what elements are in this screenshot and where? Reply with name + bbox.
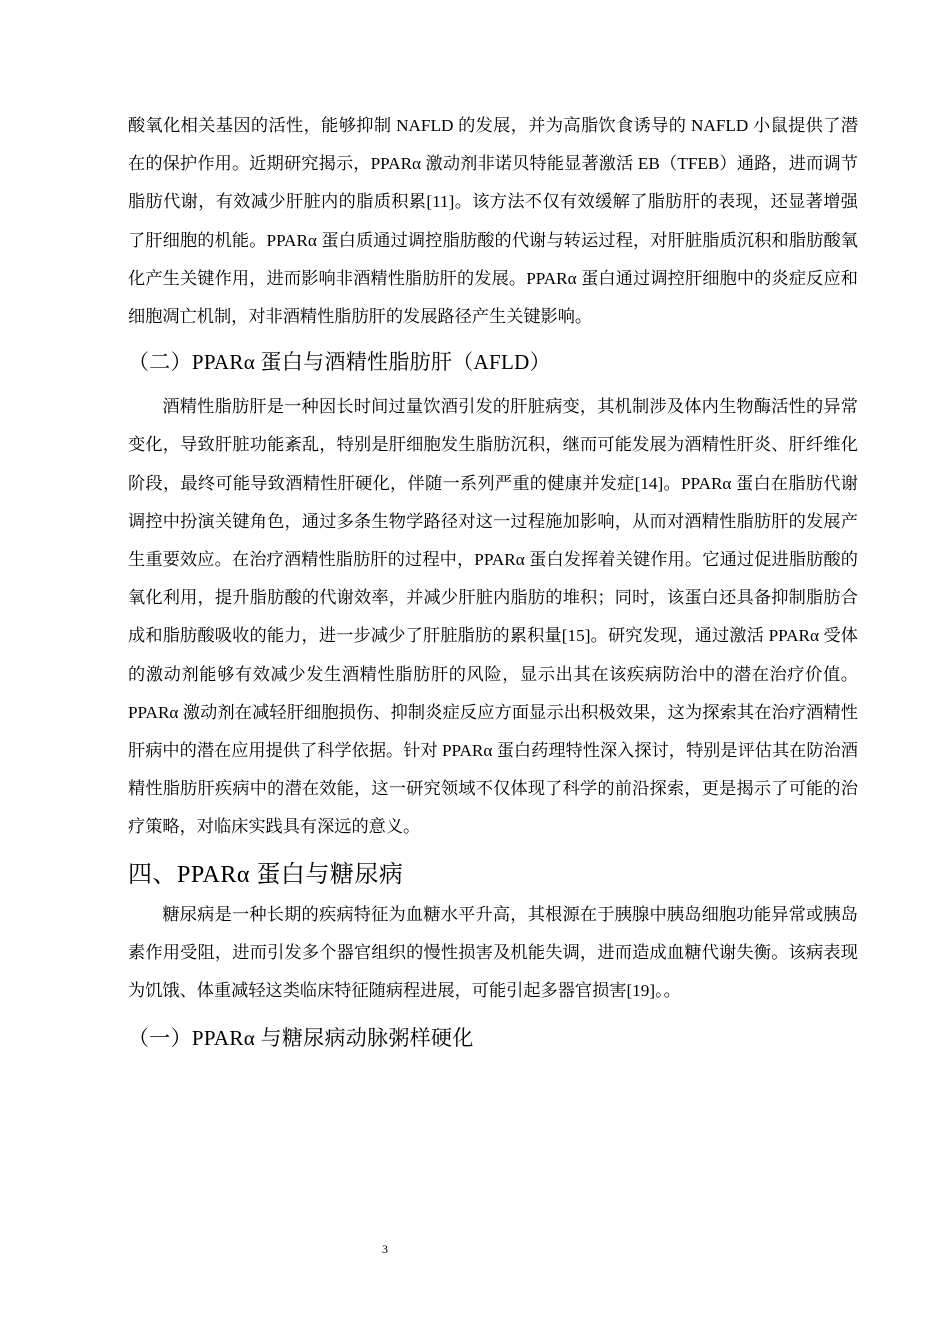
page-body <box>128 107 858 1053</box>
section-heading-atherosclerosis: （一）PPARα 与糖尿病动脉粥样硬化 <box>128 1026 474 1051</box>
section-heading-afld: （二）PPARα 蛋白与酒精性脂肪肝（AFLD） <box>128 350 551 375</box>
paragraph-afld: 酒精性脂肪肝是一种因长时间过量饮酒引发的肝脏病变，其机制涉及体内生物酶活性的异常变化，导致肝脏功能紊乱，特别是肝细胞发生脂肪沉积，继而可能发展为酒精性肝炎、肝纤维化阶段，最终可能导致酒精性肝硬化，伴随一系列严重的健康并发症[14]。PPARα 蛋白在脂肪代谢调控中扮演关键角色，通过多条生物学路径对这一过程施加影响，从而对酒精性脂肪肝的发展产生重要效应。在治疗酒精性脂肪肝的过程中，PPARα 蛋白发挥着关键作用。它通过促进脂肪酸的氧化利用，提升脂肪酸的代谢效率，并减少肝脏内脂肪的堆积；同时，该蛋白还具备抑制脂肪合成和脂肪酸吸收的能力，进一步减少了肝脏脂肪的累积量[15]。研究发现，通过激活 PPARα 受体的激动剂能够有效减少发生酒精性脂肪肝的风险，显示出其在该疾病防治中的潜在治疗价值。PPARα 激动剂在减轻肝细胞损伤、抑制炎症反应方面显示出积极效果，这为探索其在治疗酒精性肝病中的潜在应用提供了科学依据。针对 PPARα 蛋白药理特性深入探讨，特别是评估其在防治酒精性脂肪肝疾病中的潜在效能，这一研究领域不仅体现了科学的前沿探索，更是揭示了可能的治疗策略，对临床实践具有深远的意义。 <box>128 397 858 837</box>
chapter-heading-diabetes: 四、PPARα 蛋白与糖尿病 <box>128 861 404 888</box>
paragraph-nafld-continuation: 酸氧化相关基因的活性，能够抑制 NAFLD 的发展，并为高脂饮食诱导的 NAFLD 小鼠提供了潜在的保护作用。近期研究揭示，PPARα 激动剂非诺贝特能显著激活 EB（TFEB）通路，进而调节脂肪代谢，有效减少肝脏内的脂质积累[11]。该方法不仅有效缓解了脂肪肝的表现，还显著增强了肝细胞的机能。PPARα 蛋白质通过调控脂肪酸的代谢与转运过程，对肝脏脂质沉积和脂肪酸氧化产生关键作用，进而影响非酒精性脂肪肝的发展。PPARα 蛋白通过调控肝细胞中的炎症反应和细胞凋亡机制，对非酒精性脂肪肝的发展路径产生关键影响。 <box>128 116 858 327</box>
page-number: 3 <box>382 1242 388 1256</box>
paragraph-diabetes: 糖尿病是一种长期的疾病特征为血糖水平升高，其根源在于胰腺中胰岛细胞功能异常或胰岛素作用受阻，进而引发多个器官组织的慢性损害及机能失调，进而造成血糖代谢失衡。该病表现为饥饿、体重减轻这类临床特征随病程进展，可能引起多器官损害[19]。。 <box>128 904 858 1001</box>
